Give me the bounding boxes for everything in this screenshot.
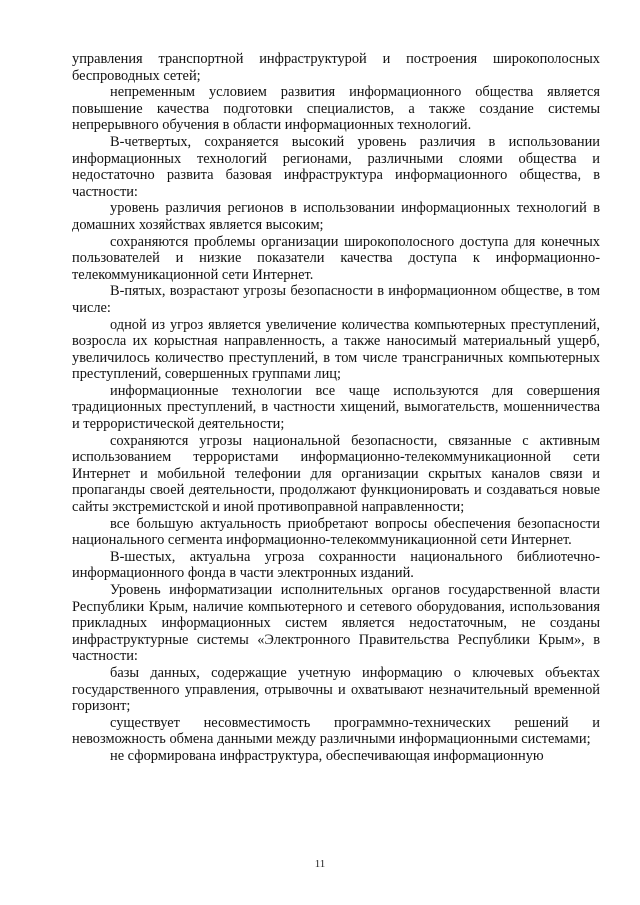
paragraph: существует несовместимость программно-технических решений и невозможность обмена данными между различными информационными системами; [72,714,600,748]
body-text [72,51,600,765]
paragraph: В-четвертых, сохраняется высокий уровень различия в использовании информационных технологий регионами, различными слоями общества и недостаточно развита базовая инфраструктура информационного общества, в частности: [72,133,600,200]
paragraph: непременным условием развития информационного общества является повышение качества подготовки специалистов, а также создание системы непрерывного обучения в области информационных технологий. [72,84,600,134]
paragraph: сохраняются угрозы национальной безопасности, связанные с активным использованием террористами информационно-телекоммуникационной сети Интернет и мобильной телефонии для организации скрытых каналов связи и пропаганды своей деятельности, продолжают функционировать и создаваться новые сайты экстремистской и иной противоправной направленности; [72,432,600,516]
paragraph: Уровень информатизации исполнительных органов государственной власти Республики Крым, наличие компьютерного и сетевого оборудования, использования прикладных информационных систем является недостаточным, не созданы инфраструктурные системы «Электронного Правительства Республики Крым», в частности: [72,582,600,665]
paragraph: базы данных, содержащие учетную информацию о ключевых объектах государственного управления, отрывочны и охватывают незначительный временной горизонт; [72,664,600,715]
paragraph: все большую актуальность приобретают вопросы обеспечения безопасности национального сегмента информационно-телекоммуникационной сети Интернет. [72,515,600,549]
paragraph: уровень различия регионов в использовании информационных технологий в домашних хозяйствах является высоким; [72,200,600,233]
paragraph: В-шестых, актуальна угроза сохранности национального библиотечно-информационного фонда в части электронных изданий. [72,548,600,582]
paragraph: В-пятых, возрастают угрозы безопасности в информационном обществе, в том числе: [72,283,600,316]
paragraph: информационные технологии все чаще используются для совершения традиционных преступлений, в частности хищений, вымогательств, мошенничества и террористической деятельности; [72,382,600,433]
paragraph: сохраняются проблемы организации широкополосного доступа для конечных пользователей и низкие показатели качества доступа к информационно-телекоммуникационной сети Интернет. [72,233,600,283]
page-number: 11 [314,858,326,870]
paragraph: не сформирована инфраструктура, обеспечивающая информационную [110,747,544,764]
paragraph: одной из угроз является увеличение количества компьютерных преступлений, возросла их корыстная направленность, а также наносимый материальный ущерб, увеличилось количество преступлений, в том числе трансграничных компьютерных преступлений, совершенных группами лиц; [72,316,600,383]
paragraph: управления транспортной инфраструктурой и построения широкополосных беспроводных сетей; [72,51,600,84]
